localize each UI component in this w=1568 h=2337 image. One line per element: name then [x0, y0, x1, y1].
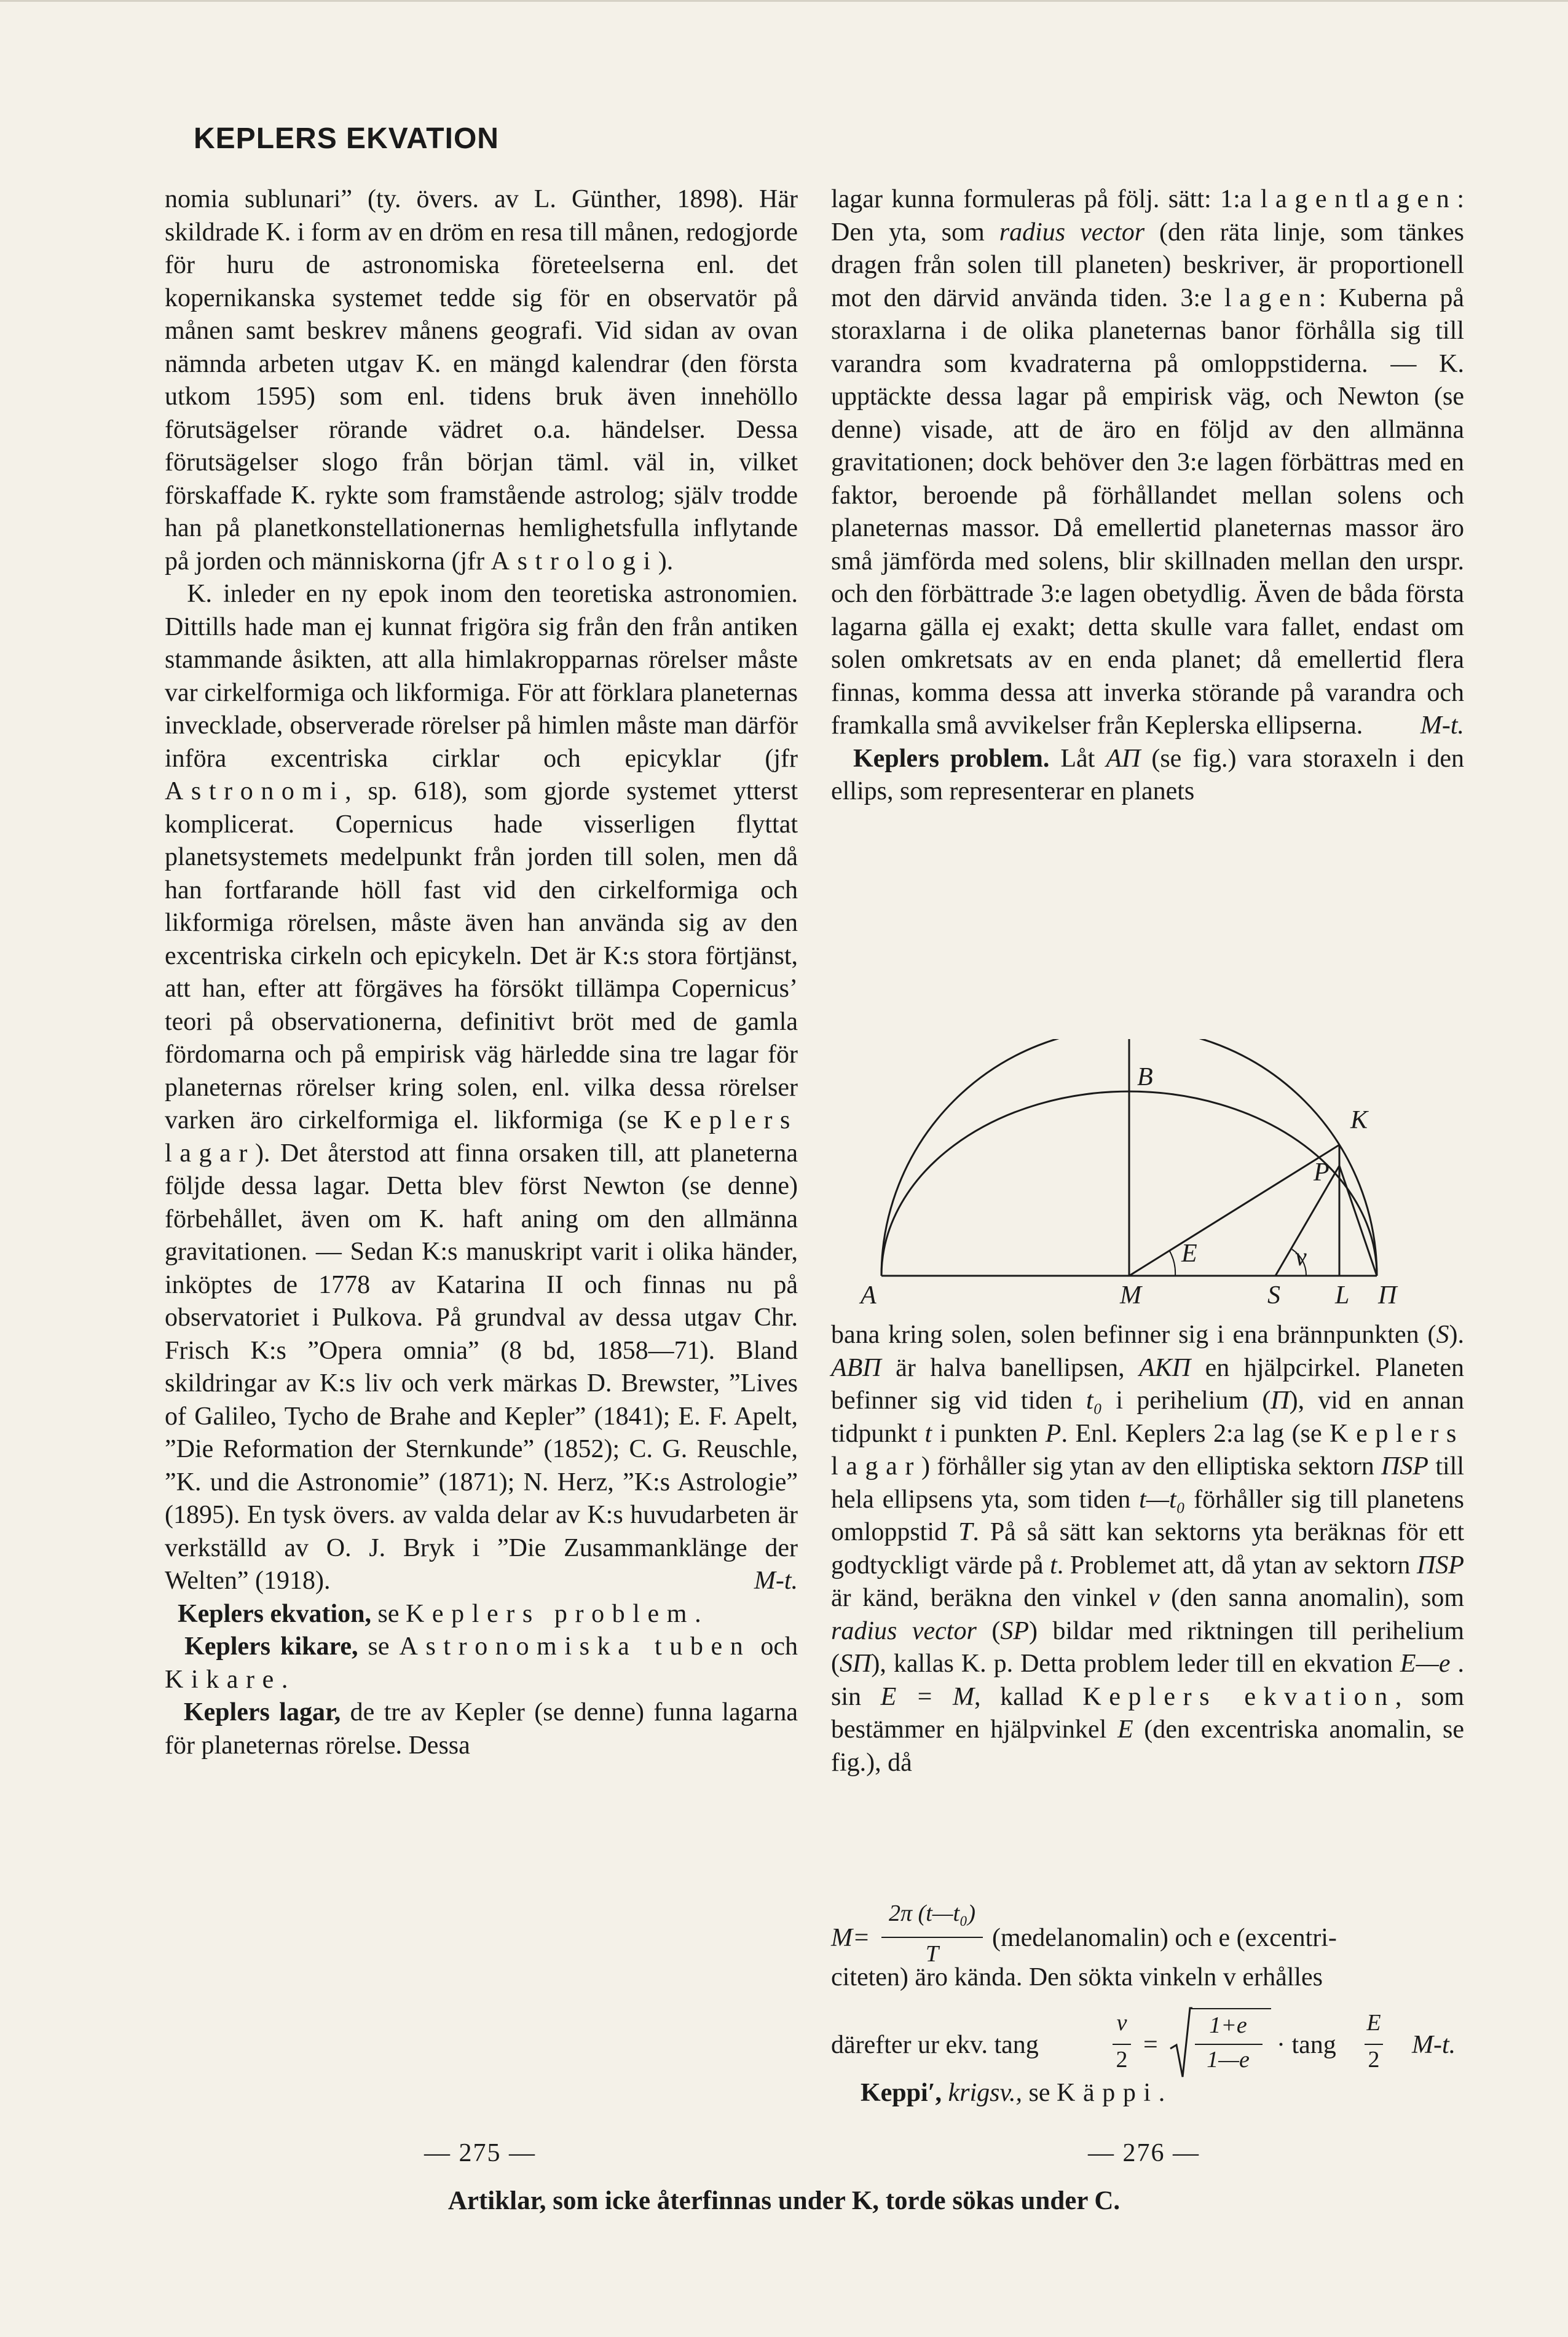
formula-continuation: citeten) äro kända. Den sökta vinkeln v erhålles — [831, 1963, 1323, 1991]
label-a: A — [861, 1281, 877, 1310]
paragraph-keplers-laws: lagar kunna formuleras på följ. sätt: 1:a lagentlagen: Den yta, som radius vector (den räta linje, som tänkes dragen från solen till planeten) beskriver, är proportionell mot den därvid använda tiden. 3:e lagen: Kuberna på storaxlarna i de olika planeternas banor förhålla sig till varandra som kvadraterna på omloppstiderna. — K. upptäckte dessa lagar på empirisk väg, och Newton (se denne) visade, att de äro en följd av den allmänna gravitationen; dock behöver den 3:e lagen förbättras med en faktor, beroende på förhållandet mellan solens och planeternas massor. Då emellertid planeternas massor äro små jämförda med solens, blir skillnaden mellan den urspr. och den förbättrade 3:e lagen obetydlig. Även de båda första lagarna gälla ej exakt; detta skulle vara fallet, endast om solen omkretsats av en enda planet; då emellertid flera finnas, komma dessa att inverka störande på varandra och framkalla små avvikelser från Keplerska ellipserna. M-t. — [831, 183, 1464, 743]
radical-bar — [1191, 2008, 1271, 2009]
page-number-left: — 275 — — [424, 2139, 536, 2167]
label-pi: Π — [1378, 1281, 1397, 1310]
right-column — [831, 183, 1464, 809]
paragraph-kepler-works: nomia sublunari” (ty. övers. av L. Günther, 1898). Här skildrade K. i form av en dröm en resa till månen, redogjorde för huru de astronomiska företeelserna enl. det kopernikanska systemet tedde sig för en observatör på månen samt beskrev månens geografi. Vid sidan av ovan nämnda arbeten utgav K. en mängd kalendrar (den första utkom 1595) som enl. tidens bruk även innehöllo förutsägelser rörande vädret o.a. händelser. Dessa förutsägelser slogo från början täml. väl in, vilket förskaffade K. rykte som framstående astrolog; själv trodde han på planetkonstellationernas hemlighetsfulla inflytande på jorden och människorna (jfr Astrologi). — [165, 185, 798, 575]
author-signature: M-t. — [1420, 711, 1464, 740]
entry-keplers-kikare: Keplers kikare, se Astronomiska tuben och Kikare. — [165, 1632, 798, 1694]
entry-keplers-ekvation: Keplers ekvation, se Keplers problem. — [178, 1599, 701, 1628]
entry-keplers-problem: Keplers problem. Låt AΠ (se fig.) vara storaxeln i den ellips, som representerar en planets — [831, 744, 1464, 805]
fraction-bar — [1113, 2044, 1131, 2045]
entry-keppi: Keppi′, krigsv., se Käppi. — [861, 2079, 1165, 2107]
cross-ref-keplers-ekvation[interactable]: Keplers ekvation — [1082, 1682, 1395, 1711]
left-column — [165, 183, 798, 1762]
entry-keplers-lagar: Keplers lagar, de tre av Kepler (se denne) funna lagarna för planeternas rörelse. Dessa — [165, 1698, 798, 1760]
fraction-bar — [1365, 2044, 1383, 2045]
label-b: B — [1137, 1063, 1153, 1091]
top-edge-rule — [0, 0, 1568, 2]
author-signature: M-t. — [754, 1567, 798, 1595]
cross-ref-astrologi[interactable]: Astrologi — [490, 547, 658, 575]
formula-mean-anomaly: M= 2π (t—t₀) T (medelanomalin) och e (excentri- — [831, 1900, 1337, 1967]
cross-ref-astronomiska-tuben[interactable]: Astronomiska tuben — [399, 1632, 751, 1661]
label-k: K — [1350, 1106, 1368, 1134]
label-m: M — [1120, 1281, 1141, 1310]
label-v: v — [1295, 1243, 1307, 1271]
page-number-right: — 276 — — [1088, 2139, 1200, 2167]
fraction-bar — [1195, 2044, 1263, 2045]
cross-ref-kappi[interactable]: Käppi — [1057, 2079, 1159, 2107]
running-header: KEPLERS EKVATION — [194, 122, 499, 155]
paragraph-kepler-problem: bana kring solen, solen befinner sig i ena brännpunkten (S). ABΠ är halva banellipsen, AKΠ en hjälpcirkel. Planeten befinner sig vid tiden t₀ i perihelium (Π), vid en annan tidpunkt t i punkten P. Enl. Keplers 2:a lag (se Keplers lagar) förhåller sig ytan av den elliptiska sektorn ΠSP till hela ellipsens yta, som tiden t—t₀ förhåller sig till planetens omloppstid T. På så sätt kan sektorns yta beräknas för ett godtyckligt värde på t. Problemet att, då ytan av sektorn ΠSP är känd, beräkna den vinkel v (den sanna anomalin), som radius vector (SP) bildar med riktningen till perihelium (SΠ), kallas K. p. Detta problem leder till en ekvation E—e . sin E = M, kallad Keplers ekvation, som bestämmer en hjälpvinkel E (den excentriska anomalin, se fig.), då — [831, 1321, 1465, 1777]
label-e: E — [1181, 1240, 1197, 1268]
cross-ref-keplers-lagar[interactable]: Keplers lagar — [165, 1106, 798, 1168]
figure-svg — [856, 1039, 1433, 1313]
author-signature: M-t. — [1412, 2031, 1456, 2059]
paragraph-kepler-astronomy: K. inleder en ny epok inom den teoretiska astronomien. Dittills hade man ej kunnat frigöra sig från den från antiken stammande åsikten, att alla himlakropparnas rörelser måste var cirkelformiga och likformiga. För att förklara planeternas invecklade, observerade rörelser på himlen måste man därför införa excentriska cirklar och epicyklar (jfr Astronomi, sp. 618), som gjorde systemet ytterst komplicerat. Copernicus hade visserligen flyttat planetsystemets medelpunkt från jorden till solen, men då han fortfarande höll fast vid den cirkelformiga och likformiga rörelsen, måste även han använda sig av den excentriska cirkeln och epicykeln. Det är K:s stora förtjänst, att han, efter att förgäves ha försökt tillämpa Copernicus’ teori på observationerna, definitivt bröt med de gamla fördomarna och på empirisk väg härledde sina tre lagar för planeternas rörelser kring solen, enl. vilka dessa rörelser varken äro cirkelformiga el. likformiga (se Keplers lagar). Det återstod att finna orsaken till, att planeterna följde dessa lagar. Detta blev först Newton (se denne) förbehållet, även om K. haft aning om den allmänna gravitationen. — Sedan K:s manuskript varit i olika händer, inköptes de 1778 av Katarina II och finnas nu på observatoriet i Pulkova. På grundval av dessa utgav Chr. Frisch K:s ”Opera omnia” (8 bd, 1858—71). Bland skildringar av K:s liv och verk märkas D. Brewster, ”Lives of Galileo, Tycho de Brahe and Kepler” (1841); E. F. Apelt, ”Die Reformation der Sternkunde” (1852); C. G. Reuschle, ”K. und die Astronomie” (1871); N. Herz, ”K:s Astrologie” (1895). En tysk övers. av valda delar av K:s huvudarbeten är verkställd av O. J. Bryk i ”Die Zusammanklänge der Welten” (1918). M-t. — [165, 578, 798, 1598]
cross-ref-keplers-lagar-2[interactable]: Keplers lagar — [831, 1419, 1464, 1481]
footer-note: Artiklar, som icke återfinnas under K, torde sökas under C. — [447, 2186, 1121, 2215]
kepler-problem-figure — [856, 1039, 1433, 1313]
label-s: S — [1267, 1281, 1280, 1310]
right-column-continued — [831, 1319, 1464, 1779]
fraction-bar — [881, 1937, 983, 1938]
label-l: L — [1335, 1281, 1350, 1310]
radius-vector-s-p — [1275, 1166, 1339, 1276]
label-p: P — [1314, 1158, 1330, 1187]
formula-true-anomaly: därefter ur ekv. tang v 2 = 1+e 1—e · tang E 2 M-t. — [831, 2006, 1464, 2079]
cross-ref-kikare[interactable]: Kikare — [165, 1665, 282, 1694]
line-m-k — [1129, 1145, 1339, 1276]
angle-e-arc — [1170, 1251, 1175, 1276]
cross-ref-astronomi[interactable]: Astronomi — [165, 777, 345, 805]
cross-ref-keplers-problem[interactable]: Keplers problem — [405, 1599, 695, 1628]
radical-sign — [1168, 2006, 1192, 2079]
